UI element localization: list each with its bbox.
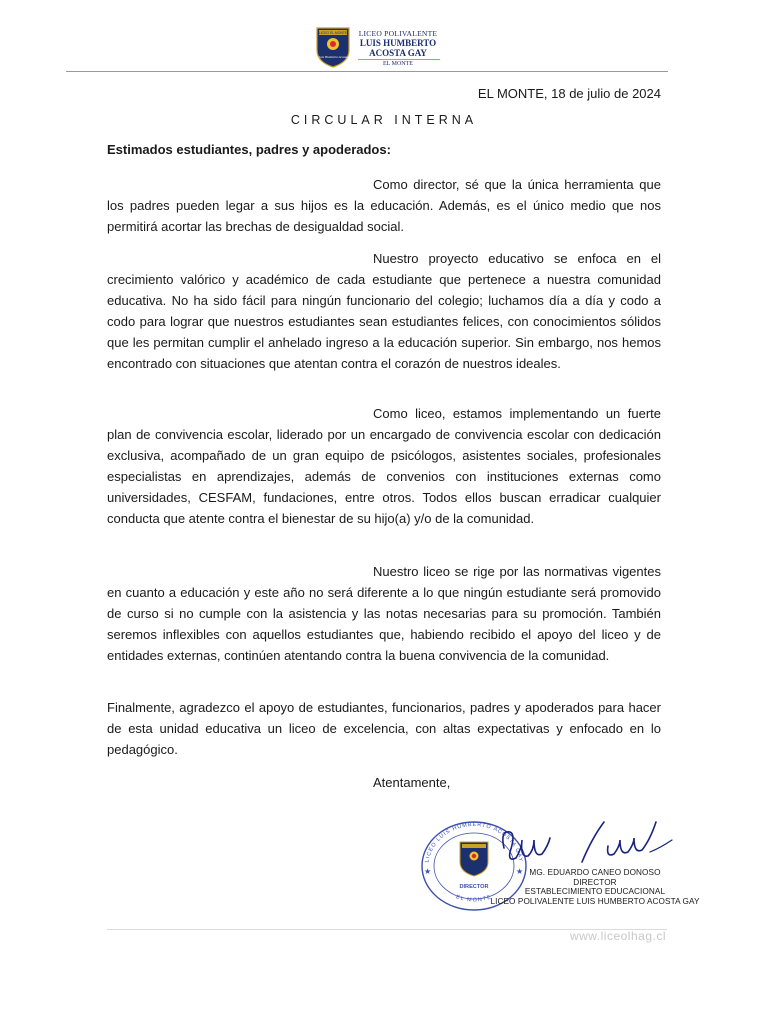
seal-bottom-text: EL MONTE xyxy=(455,894,493,904)
crest-script: Luis Humberto Acosta xyxy=(318,55,348,59)
letterhead-divider xyxy=(66,71,668,72)
paragraph-1-body: que los padres pueden legar a sus hijos es la educación. Además, es el único medio que nos permitirá acortar las brechas de desigualdad social. xyxy=(107,177,661,234)
school-name-line1: LUIS HUMBERTO xyxy=(359,38,437,48)
school-location: EL MONTE xyxy=(383,61,413,67)
signatory-block xyxy=(490,868,700,906)
seal-ring-text: LICEO LUIS HUMBERTO ACOSTA GAY xyxy=(424,821,524,863)
signatory-title: DIRECTOR xyxy=(573,877,617,887)
letterhead-gold-divider xyxy=(358,59,440,60)
document-date: EL MONTE, 18 de julio de 2024 xyxy=(477,86,661,101)
svg-text:EL MONTE xyxy=(455,894,493,903)
paragraph-1-lead: Como director, sé que la única herramienta xyxy=(373,177,634,192)
paragraph-2 xyxy=(107,248,661,374)
crest-label: LICEO EL MONTE xyxy=(318,31,348,35)
school-name-line2: ACOSTA GAY xyxy=(369,48,427,58)
signatory-org: ESTABLECIMIENTO EDUCACIONAL xyxy=(524,887,666,896)
signatory-school: LICEO POLIVALENTE LUIS HUMBERTO ACOSTA GAY xyxy=(490,896,700,906)
paragraph-3-lead: Como liceo, estamos implementando un xyxy=(373,406,621,421)
paragraph-3 xyxy=(107,403,661,529)
paragraph-5 xyxy=(107,697,661,760)
paragraph-4 xyxy=(107,561,661,666)
school-crest-logo xyxy=(315,26,351,68)
paragraph-4-lead: Nuestro liceo se rige por las normativas xyxy=(373,564,608,579)
paragraph-3-body: fuerte plan de convivencia escolar, liderado por un encargado de convivencia escolar con dedicación exclusiva, acompañado de un gran equipo de psicólogos, asistentes sociales, profesionales especialistas en aprendizajes, además de convenios con instituciones externas como universidades, CESFAM, fundaciones, entre otros. Todos ellos buscan erradicar cualquier conducta que atente contra el bienestar de su hijo(a) y/o de la comunidad. xyxy=(107,406,661,526)
signatory-name: MG. EDUARDO CANEO DONOSO xyxy=(529,868,661,877)
school-name-block xyxy=(356,29,440,68)
letterhead xyxy=(0,0,768,74)
paragraph-2-lead: Nuestro proyecto educativo se enfoca en el xyxy=(373,251,661,266)
document-title: CIRCULAR INTERNA xyxy=(290,113,478,127)
paragraph-4-body: vigentes en cuanto a educación y este año no será diferente a lo que ningún estudiante será promovido de curso si no cumple con la asistencia y las notas necesarias para su promoción. También seremos inflexibles con aquellos estudiantes que, habiendo recibido el apoyo del liceo y de entidades externas, continúen atentando contra la buena convivencia de la comunidad. xyxy=(107,564,661,663)
greeting: Estimados estudiantes, padres y apoderados: xyxy=(107,142,391,157)
paragraph-2-body: crecimiento valórico y académico de cada estudiante que pertenece a nuestra comunidad educativa. No ha sido fácil para ningún funcionario del colegio; luchamos día a día y codo a codo para lograr que nuestros estudiantes sean estudiantes felices, con conocimientos sólidos que les permitan cumplir el anhelado ingreso a la educación superior. Sin embargo, nos hemos encontrado con situaciones que atentan contra el corazón de nuestros ideales. xyxy=(107,272,661,371)
footer-website: www.liceolhag.cl xyxy=(569,929,666,943)
school-type: LICEO POLIVALENTE xyxy=(358,29,438,38)
svg-text:★: ★ xyxy=(424,867,432,876)
seal-center-text: DIRECTOR xyxy=(459,884,489,890)
svg-text:★: ★ xyxy=(516,867,524,876)
paragraph-1 xyxy=(107,174,661,237)
paragraph-5-body: Finalmente, agradezco el apoyo de estudiantes, funcionarios, padres y apoderados para hacer de esta unidad educativa un liceo de excelencia, con altas expectativas y enfocado en lo pedagógico. xyxy=(107,700,661,757)
closing: Atentamente, xyxy=(373,775,451,790)
